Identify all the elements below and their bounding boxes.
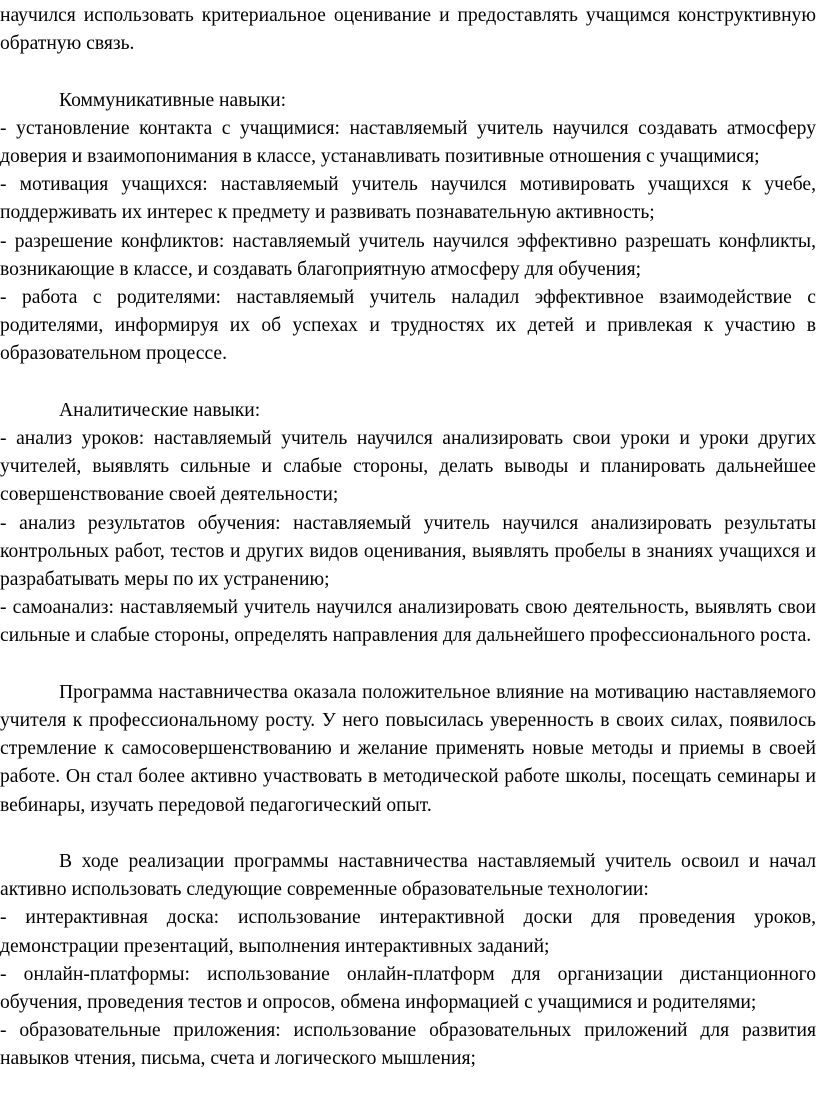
paragraph-gap <box>0 820 816 848</box>
communicative-item-parents: - работа с родителями: наставляемый учитель наладил эффективное взаимодействие с родителями, информируя их об успехах и трудностях их детей и привлекая к участию в образовательном процессе. <box>0 287 816 365</box>
technologies-item-board: - интерактивная доска: использование интерактивной доски для проведения уроков, демонстрации презентаций, выполнения интерактивных заданий; <box>0 907 816 957</box>
communicative-heading: Коммуникативные навыки: <box>59 89 287 111</box>
analytical-item-lessons: - анализ уроков: наставляемый учитель научился анализировать свои уроки и уроки других учителей, выявлять сильные и слабые стороны, делать выводы и планировать дальнейшее совершенствование своей деятельности; <box>0 428 816 506</box>
paragraph-gap <box>0 651 816 679</box>
communicative-item-conflicts: - разрешение конфликтов: наставляемый учитель научился эффективно разрешать конфликты, возникающие в классе, и создавать благоприятную атмосферу для обучения; <box>0 230 816 280</box>
communicative-item-contact: - установление контакта с учащимися: наставляемый учитель научился создавать атмосферу доверия и взаимопонимания в классе, устанавливать позитивные отношения с учащимися; <box>0 117 816 167</box>
analytical-item-results: - анализ результатов обучения: наставляемый учитель научился анализировать результаты контрольных работ, тестов и других видов оценивания, выявлять пробелы в знаниях учащихся и разрабатывать меры по их устранению; <box>0 512 816 591</box>
document-page <box>0 2 816 1074</box>
technologies-item-apps: - образовательные приложения: использование образовательных приложений для развития навыков чтения, письма, счета и логического мышления; <box>0 1020 816 1070</box>
analytical-heading: Аналитические навыки: <box>59 399 261 421</box>
motivation-paragraph: Программа наставничества оказала положительное влияние на мотивацию наставляемого учителя к профессиональному росту. У него повысилась уверенность в своих силах, появилось стремление к самосовершенствованию и желание применять новые методы и приемы в своей работе. Он стал более активно участвовать в методической работе школы, посещать семинары и вебинары, изучать передовой педагогический опыт. <box>0 681 816 816</box>
paragraph-gap <box>0 369 816 397</box>
technologies-item-platforms: - онлайн-платформы: использование онлайн-платформ для организации дистанционного обучения, проведения тестов и опросов, обмена информацией с учащимися и родителями; <box>0 963 816 1014</box>
intro-continuation: научился использовать критериальное оценивание и предоставлять учащимся конструктивную обратную связь. <box>0 5 816 55</box>
paragraph-gap <box>0 58 816 86</box>
technologies-intro: В ходе реализации программы наставничества наставляемый учитель освоил и начал активно использовать следующие современные образовательные технологии: <box>0 851 816 901</box>
analytical-item-self: - самоанализ: наставляемый учитель научился анализировать свою деятельность, выявлять свои сильные и слабые стороны, определять направления для дальнейшего профессионального роста. <box>0 597 816 647</box>
communicative-item-motivation: - мотивация учащихся: наставляемый учитель научился мотивировать учащихся к учебе, поддерживать их интерес к предмету и развивать познавательную активность; <box>0 174 816 224</box>
